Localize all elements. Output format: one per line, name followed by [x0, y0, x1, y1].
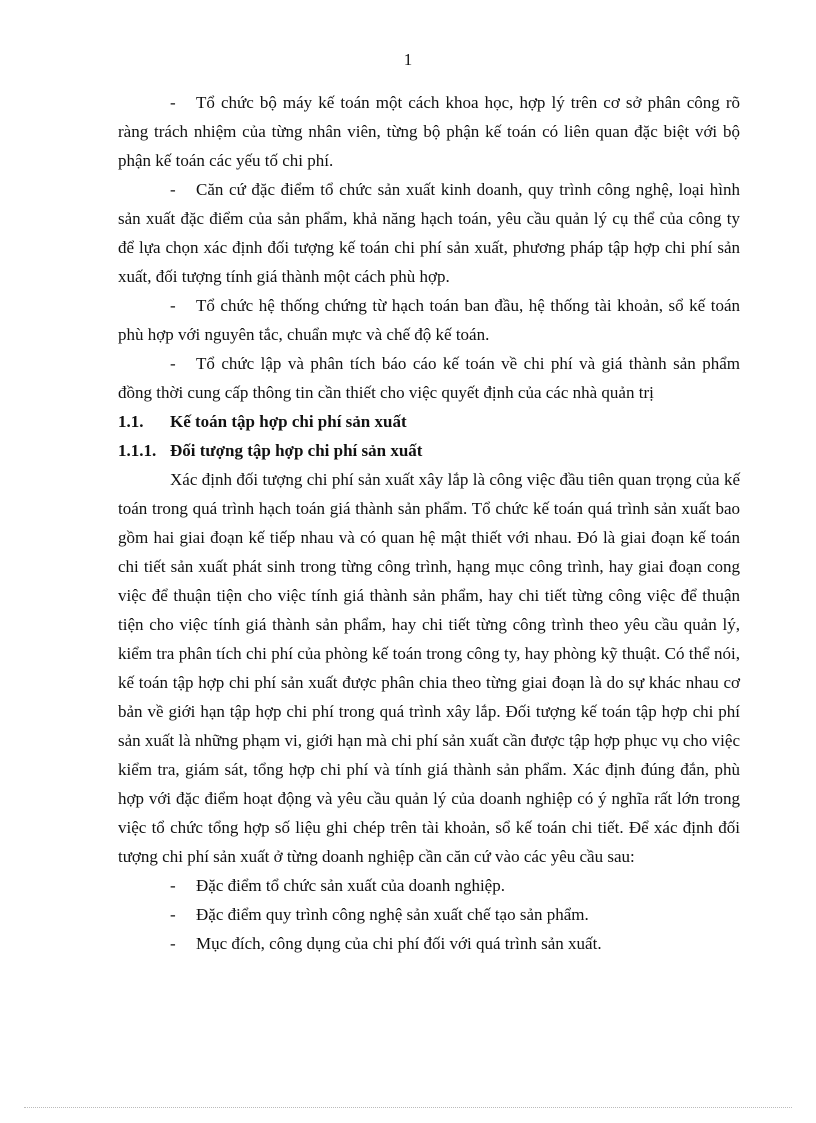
bullet-dash: -	[170, 934, 176, 953]
bullet-dash: -	[170, 93, 176, 112]
section-title: Kế toán tập hợp chi phí sản xuất	[170, 412, 407, 431]
list-item: - Tổ chức bộ máy kế toán một cách khoa học, hợp lý trên cơ sở phân công rõ ràng trách nhiệm của từng nhân viên, từng bộ phận kế toán có liên quan đặc biệt với bộ phận kế toán các yếu tố chi phí.	[118, 88, 740, 175]
list-item: - Căn cứ đặc điểm tổ chức sản xuất kinh doanh, quy trình công nghệ, loại hình sản xuất đặc điểm của sản phẩm, khả năng hạch toán, yêu cầu quản lý cụ thể của công ty để lựa chọn xác định đối tượng kế toán chi phí sản xuất, phương pháp tập hợp chi phí sản xuất, đối tượng tính giá thành một cách phù hợp.	[118, 175, 740, 291]
bullet-dash: -	[170, 905, 176, 924]
list-item: - Mục đích, công dụng của chi phí đối với quá trình sản xuất.	[118, 929, 740, 958]
section-number: 1.1.	[118, 412, 144, 431]
document-body	[118, 88, 740, 958]
bullet-dash: -	[170, 296, 176, 315]
list-item: - Đặc điểm tổ chức sản xuất của doanh nghiệp.	[118, 871, 740, 900]
bullet-dash: -	[170, 180, 176, 199]
subsection-heading	[118, 436, 740, 465]
body-paragraph: Xác định đối tượng chi phí sản xuất xây lắp là công việc đầu tiên quan trọng của kế toán trong quá trình hạch toán giá thành sản phẩm. Tổ chức kế toán quá trình sản xuất bao gồm hai giai đoạn kế tiếp nhau và có quan hệ mật thiết với nhau. Đó là giai đoạn kế toán chi tiết sản xuất phát sinh trong từng công trình, hạng mục công trình, hay giai đoạn cong việc để thuận tiện cho việc tính giá thành sản phẩm, hay chi tiết từng công việc để thuận tiện cho việc tính giá thành sản phẩm, hay chi tiết từng công trình theo yêu cầu quản lý, kiểm tra phân tích chi phí của phòng kế toán trong công ty, hay phòng kỹ thuật. Có thể nói, kế toán tập hợp chi phí sản xuất được phân chia theo từng giai đoạn là do sự khác nhau cơ bản về giới hạn tập hợp chi phí trong quá trình xây lắp. Đối tượng kế toán tập hợp chi phí sản xuất là những phạm vi, giới hạn mà chi phí sản xuất cần được tập hợp phục vụ cho việc kiểm tra, giám sát, tổng hợp chi phí và tính giá thành sản phẩm. Xác định đúng đắn, phù hợp với đặc điểm hoạt động và yêu cầu quản lý của doanh nghiệp có ý nghĩa rất lớn trong việc tổ chức tổng hợp số liệu ghi chép trên tài khoản, sổ kế toán chi tiết. Để xác định đối tượng chi phí sản xuất ở từng doanh nghiệp cần căn cứ vào các yêu cầu sau:	[118, 470, 740, 866]
list-item: - Đặc điểm quy trình công nghệ sản xuất chế tạo sản phẩm.	[118, 900, 740, 929]
section-heading	[118, 407, 740, 436]
page-footer-divider	[24, 1107, 792, 1108]
subsection-title: Đối tượng tập hợp chi phí sản xuất	[170, 441, 423, 460]
list-item: - Tổ chức hệ thống chứng từ hạch toán ban đầu, hệ thống tài khoản, sổ kế toán phù hợp với nguyên tắc, chuẩn mực và chế độ kế toán.	[118, 291, 740, 349]
page-number: 1	[403, 50, 413, 69]
list-item: - Tổ chức lập và phân tích báo cáo kế toán về chi phí và giá thành sản phẩm đồng thời cung cấp thông tin cần thiết cho việc quyết định của các nhà quản trị	[118, 349, 740, 407]
subsection-number: 1.1.1.	[118, 441, 157, 460]
bullet-dash: -	[170, 876, 176, 895]
bullet-dash: -	[170, 354, 176, 373]
